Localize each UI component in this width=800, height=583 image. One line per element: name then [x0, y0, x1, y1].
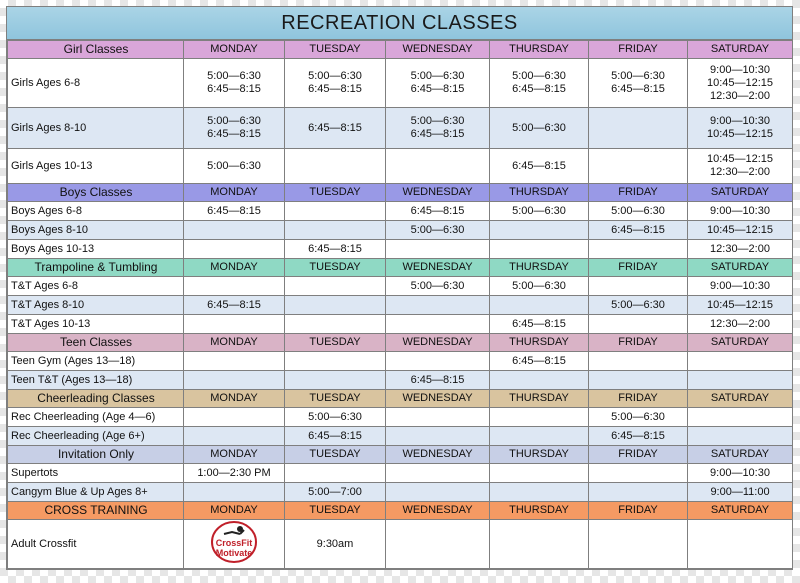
class-name: Adult Crossfit [8, 520, 184, 569]
time-cell [184, 240, 285, 259]
section-title: Cheerleading Classes [8, 390, 184, 408]
table-row [8, 277, 793, 296]
class-name: T&T Ages 6-8 [8, 277, 184, 296]
class-name: Teen Gym (Ages 13—18) [8, 352, 184, 371]
time-cell [285, 296, 386, 315]
time-cell: 6:45—8:15 [285, 427, 386, 446]
time-cell: 10:45—12:15 [688, 296, 793, 315]
time-cell: 5:00—6:30 [490, 108, 589, 149]
time-cell [589, 315, 688, 334]
class-name: Supertots [8, 464, 184, 483]
day-header: MONDAY [184, 184, 285, 202]
section-title: CROSS TRAINING [8, 502, 184, 520]
time-cell [285, 464, 386, 483]
time-cell: 5:00—6:30 6:45—8:15 [386, 108, 490, 149]
class-name: T&T Ages 10-13 [8, 315, 184, 334]
schedule-table [7, 40, 793, 569]
day-header: THURSDAY [490, 446, 589, 464]
time-cell: 6:45—8:15 [490, 352, 589, 371]
time-cell [688, 408, 793, 427]
day-header: THURSDAY [490, 41, 589, 59]
time-cell [688, 371, 793, 390]
time-cell [589, 108, 688, 149]
table-row [8, 483, 793, 502]
day-header: WEDNESDAY [386, 446, 490, 464]
day-header: SATURDAY [688, 502, 793, 520]
time-cell: 6:45—8:15 [386, 202, 490, 221]
day-header: FRIDAY [589, 390, 688, 408]
table-row [8, 221, 793, 240]
logo-line2: Motivate [215, 548, 253, 558]
time-cell: 6:45—8:15 [386, 371, 490, 390]
time-cell: 5:00—6:30 6:45—8:15 [184, 59, 285, 108]
day-header: THURSDAY [490, 334, 589, 352]
time-cell: 6:45—8:15 [184, 202, 285, 221]
table-row [8, 315, 793, 334]
crossfit-logo [184, 520, 285, 569]
time-cell [490, 427, 589, 446]
day-header: TUESDAY [285, 184, 386, 202]
class-name: Cangym Blue & Up Ages 8+ [8, 483, 184, 502]
day-header: TUESDAY [285, 446, 386, 464]
time-cell [589, 371, 688, 390]
time-cell [688, 427, 793, 446]
class-name: Boys Ages 10-13 [8, 240, 184, 259]
table-row [8, 108, 793, 149]
time-cell: 5:00—6:30 [490, 202, 589, 221]
logo-line1: CrossFit [215, 538, 253, 548]
day-header: TUESDAY [285, 334, 386, 352]
day-header: FRIDAY [589, 446, 688, 464]
day-header: THURSDAY [490, 390, 589, 408]
time-cell [589, 520, 688, 569]
time-cell: 9:00—10:30 10:45—12:15 12:30—2:00 [688, 59, 793, 108]
time-cell: 12:30—2:00 [688, 240, 793, 259]
time-cell: 6:45—8:15 [285, 108, 386, 149]
time-cell [184, 315, 285, 334]
table-row [8, 408, 793, 427]
time-cell: 5:00—6:30 6:45—8:15 [184, 108, 285, 149]
time-cell: 9:00—10:30 [688, 202, 793, 221]
day-header: SATURDAY [688, 446, 793, 464]
section-title: Boys Classes [8, 184, 184, 202]
time-cell: 6:45—8:15 [285, 240, 386, 259]
day-header: WEDNESDAY [386, 390, 490, 408]
time-cell [490, 221, 589, 240]
time-cell [589, 483, 688, 502]
table-row [8, 371, 793, 390]
time-cell: 9:30am [285, 520, 386, 569]
time-cell: 6:45—8:15 [490, 149, 589, 184]
time-cell: 5:00—6:30 [386, 277, 490, 296]
day-header: MONDAY [184, 446, 285, 464]
day-header: TUESDAY [285, 390, 386, 408]
time-cell [386, 464, 490, 483]
time-cell: 5:00—6:30 6:45—8:15 [490, 59, 589, 108]
section-header [8, 502, 793, 520]
day-header: WEDNESDAY [386, 41, 490, 59]
time-cell: 1:00—2:30 PM [184, 464, 285, 483]
table-row [8, 352, 793, 371]
time-cell: 5:00—6:30 6:45—8:15 [285, 59, 386, 108]
section-header [8, 259, 793, 277]
time-cell [589, 277, 688, 296]
day-header: SATURDAY [688, 259, 793, 277]
time-cell: 5:00—6:30 6:45—8:15 [589, 59, 688, 108]
time-cell [285, 202, 386, 221]
time-cell: 5:00—6:30 [490, 277, 589, 296]
time-cell: 5:00—6:30 [589, 408, 688, 427]
time-cell [490, 520, 589, 569]
table-row [8, 464, 793, 483]
time-cell: 6:45—8:15 [589, 427, 688, 446]
day-header: THURSDAY [490, 184, 589, 202]
schedule-sheet [6, 6, 793, 570]
day-header: WEDNESDAY [386, 502, 490, 520]
table-row [8, 240, 793, 259]
class-name: Boys Ages 6-8 [8, 202, 184, 221]
table-row [8, 296, 793, 315]
day-header: FRIDAY [589, 502, 688, 520]
time-cell [490, 483, 589, 502]
time-cell [285, 149, 386, 184]
time-cell: 9:00—11:00 [688, 483, 793, 502]
page-title: RECREATION CLASSES [7, 7, 792, 40]
table-row [8, 427, 793, 446]
time-cell [184, 277, 285, 296]
day-header: TUESDAY [285, 41, 386, 59]
section-title: Trampoline & Tumbling [8, 259, 184, 277]
time-cell [490, 464, 589, 483]
time-cell [386, 408, 490, 427]
day-header: MONDAY [184, 334, 285, 352]
time-cell: 5:00—6:30 [589, 296, 688, 315]
time-cell [184, 483, 285, 502]
time-cell: 5:00—6:30 [386, 221, 490, 240]
day-header: MONDAY [184, 502, 285, 520]
time-cell [490, 371, 589, 390]
time-cell: 6:45—8:15 [589, 221, 688, 240]
time-cell [285, 315, 386, 334]
time-cell [386, 520, 490, 569]
time-cell: 5:00—7:00 [285, 483, 386, 502]
time-cell [386, 315, 490, 334]
day-header: MONDAY [184, 259, 285, 277]
time-cell: 6:45—8:15 [184, 296, 285, 315]
time-cell: 9:00—10:30 [688, 464, 793, 483]
time-cell: 5:00—6:30 [184, 149, 285, 184]
day-header: FRIDAY [589, 259, 688, 277]
class-name: T&T Ages 8-10 [8, 296, 184, 315]
table-row [8, 520, 793, 569]
class-name: Rec Cheerleading (Age 4—6) [8, 408, 184, 427]
time-cell [184, 371, 285, 390]
time-cell [386, 352, 490, 371]
time-cell: 5:00—6:30 [589, 202, 688, 221]
day-header: TUESDAY [285, 259, 386, 277]
time-cell: 9:00—10:30 [688, 277, 793, 296]
time-cell: 5:00—6:30 6:45—8:15 [386, 59, 490, 108]
time-cell [589, 352, 688, 371]
section-title: Invitation Only [8, 446, 184, 464]
day-header: SATURDAY [688, 41, 793, 59]
day-header: MONDAY [184, 41, 285, 59]
class-name: Girls Ages 6-8 [8, 59, 184, 108]
time-cell [285, 221, 386, 240]
day-header: FRIDAY [589, 41, 688, 59]
time-cell: 6:45—8:15 [490, 315, 589, 334]
time-cell [386, 149, 490, 184]
time-cell [490, 296, 589, 315]
time-cell [688, 352, 793, 371]
time-cell [386, 240, 490, 259]
day-header: THURSDAY [490, 502, 589, 520]
day-header: FRIDAY [589, 184, 688, 202]
class-name: Teen T&T (Ages 13—18) [8, 371, 184, 390]
time-cell [490, 408, 589, 427]
time-cell [386, 483, 490, 502]
section-header [8, 41, 793, 59]
time-cell [386, 427, 490, 446]
time-cell: 10:45—12:15 12:30—2:00 [688, 149, 793, 184]
section-header [8, 184, 793, 202]
table-row [8, 202, 793, 221]
time-cell [589, 240, 688, 259]
class-name: Girls Ages 8-10 [8, 108, 184, 149]
time-cell [184, 221, 285, 240]
time-cell [285, 371, 386, 390]
time-cell: 5:00—6:30 [285, 408, 386, 427]
day-header: WEDNESDAY [386, 334, 490, 352]
class-name: Rec Cheerleading (Age 6+) [8, 427, 184, 446]
time-cell [184, 408, 285, 427]
day-header: WEDNESDAY [386, 259, 490, 277]
day-header: SATURDAY [688, 184, 793, 202]
day-header: THURSDAY [490, 259, 589, 277]
section-title: Girl Classes [8, 41, 184, 59]
table-row [8, 59, 793, 108]
day-header: FRIDAY [589, 334, 688, 352]
section-header [8, 334, 793, 352]
day-header: SATURDAY [688, 334, 793, 352]
day-header: SATURDAY [688, 390, 793, 408]
section-header [8, 390, 793, 408]
section-header [8, 446, 793, 464]
time-cell [688, 520, 793, 569]
table-row [8, 149, 793, 184]
day-header: WEDNESDAY [386, 184, 490, 202]
time-cell [589, 149, 688, 184]
day-header: TUESDAY [285, 502, 386, 520]
time-cell [184, 352, 285, 371]
time-cell [285, 352, 386, 371]
time-cell [386, 296, 490, 315]
time-cell: 12:30—2:00 [688, 315, 793, 334]
time-cell: 10:45—12:15 [688, 221, 793, 240]
time-cell [589, 464, 688, 483]
day-header: MONDAY [184, 390, 285, 408]
time-cell: 9:00—10:30 10:45—12:15 [688, 108, 793, 149]
time-cell [285, 277, 386, 296]
time-cell [490, 240, 589, 259]
time-cell [184, 427, 285, 446]
section-title: Teen Classes [8, 334, 184, 352]
class-name: Boys Ages 8-10 [8, 221, 184, 240]
class-name: Girls Ages 10-13 [8, 149, 184, 184]
